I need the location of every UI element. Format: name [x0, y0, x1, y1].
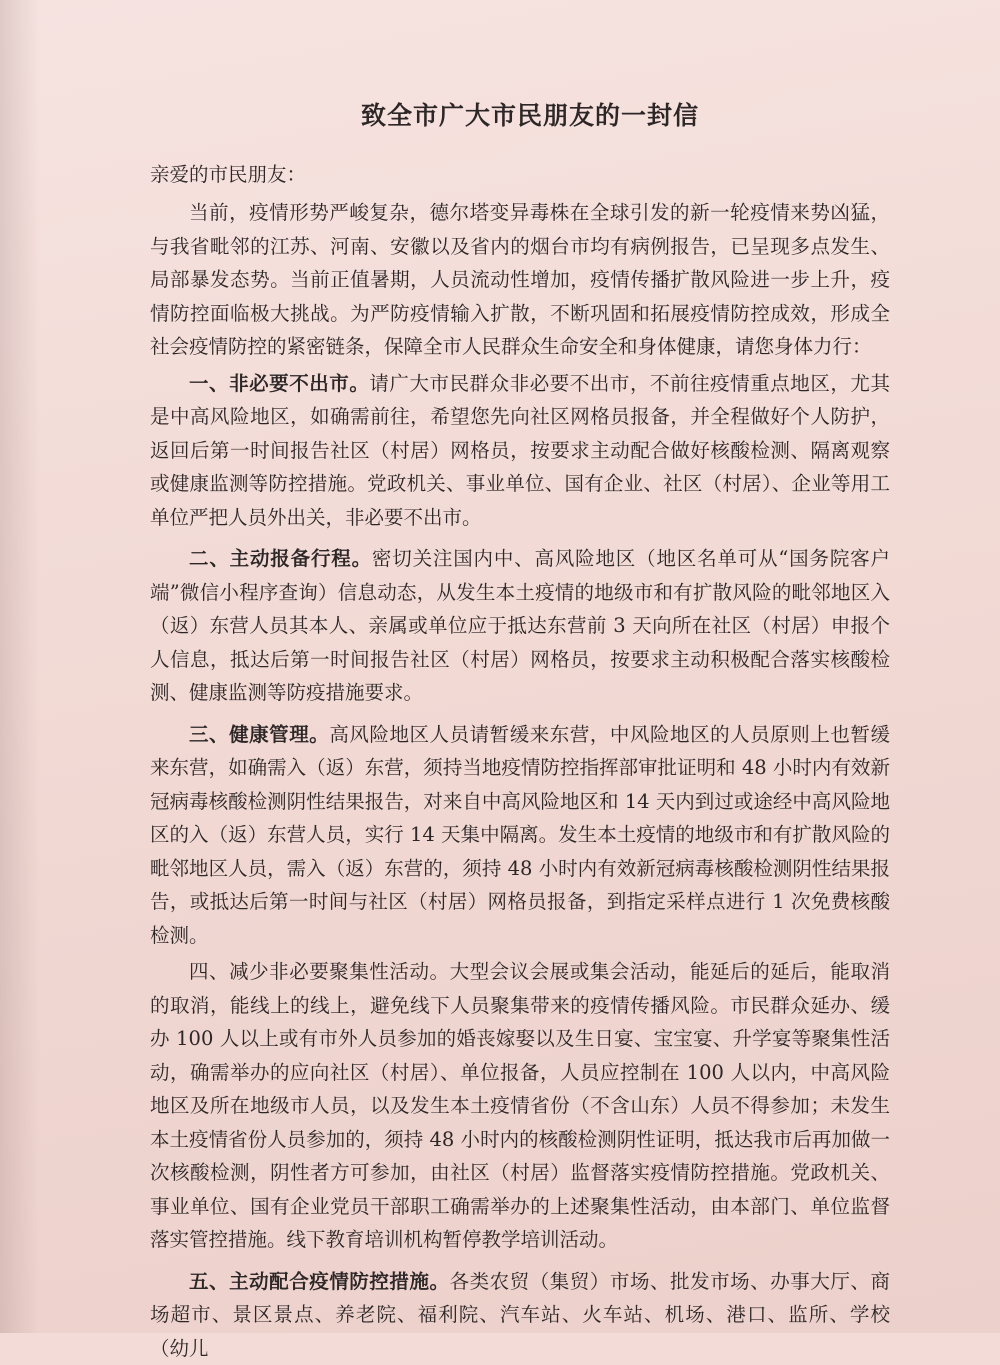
- letter-greeting: 亲爱的市民朋友：: [150, 158, 890, 192]
- section-2-heading: 二、主动报备行程。: [189, 547, 372, 570]
- section-5-heading: 五、主动配合疫情防控措施。: [189, 1270, 450, 1293]
- section-5-body: 各类农贸（集贸）市场、批发市场、办事大厅、商场超市、景区景点、养老院、福利院、汽车站、火车站、机场、港口、监所、学校（幼儿: [150, 1270, 890, 1360]
- section-3: [150, 718, 890, 953]
- section-2-body: 密切关注国内中、高风险地区（地区名单可从“国务院客户端”微信小程序查询）信息动态，从发生本土疫情的地级市和有扩散风险的毗邻地区入（返）东营人员其本人、亲属或单位应于抵达东营前 3 天向所在社区（村居）申报个人信息，抵达后第一时间报告社区（村居）网格员，按要求主动积极配合落实核酸检测、健康监测等防疫措施要求。: [150, 547, 890, 704]
- section-1-body: 请广大市民群众非必要不出市，不前往疫情重点地区，尤其是中高风险地区，如确需前往，希望您先向社区网格员报备，并全程做好个人防护，返回后第一时间报告社区（村居）网格员，按要求主动配合做好核酸检测、隔离观察或健康监测等防控措施。党政机关、事业单位、国有企业、社区（村居）、企业等用工单位严把人员外出关，非必要不出市。: [150, 372, 890, 529]
- section-2: [150, 542, 890, 710]
- section-3-heading: 三、健康管理。: [189, 723, 329, 746]
- section-4: [150, 955, 890, 1257]
- section-4-body: 四、减少非必要聚集性活动。大型会议会展或集会活动，能延后的延后，能取消的取消，能线上的线上，避免线下人员聚集带来的疫情传播风险。市民群众延办、缓办 100 人以上或有市外人员参加的婚丧嫁娶以及生日宴、宝宝宴、升学宴等聚集性活动，确需举办的应向社区（村居）、单位报备，人员应控制在 100 人以内，中高风险地区及所在地级市人员，以及发生本土疫情省份（不含山东）人员不得参加；未发生本土疫情省份人员参加的，须持 48 小时内的核酸检测阴性证明，抵达我市后再加做一次核酸检测，阴性者方可参加，由社区（村居）监督落实疫情防控措施。党政机关、事业单位、国有企业党员干部职工确需举办的上述聚集性活动，由本部门、单位监督落实管控措施。线下教育培训机构暂停教学培训活动。: [150, 960, 890, 1251]
- section-5: [150, 1265, 890, 1365]
- section-3-body: 高风险地区人员请暂缓来东营，中风险地区的人员原则上也暂缓来东营，如确需入（返）东营，须持当地疫情防控指挥部审批证明和 48 小时内有效新冠病毒核酸检测阴性结果报告，对来自中高风险地区和 14 天内到过或途经中高风险地区的入（返）东营人员，实行 14 天集中隔离。发生本土疫情的地级市和有扩散风险的毗邻地区人员，需入（返）东营的，须持 48 小时内有效新冠病毒核酸检测阴性结果报告，或抵达后第一时间与社区（村居）网格员报备，到指定采样点进行 1 次免费核酸检测。: [150, 723, 890, 947]
- section-1-heading: 一、非必要不出市。: [189, 372, 369, 395]
- letter-title: 致全市广大市民朋友的一封信: [150, 96, 890, 132]
- page-edge-shadow: [0, 0, 40, 1333]
- intro-paragraph: 当前，疫情形势严峻复杂，德尔塔变异毒株在全球引发的新一轮疫情来势凶猛，与我省毗邻的江苏、河南、安徽以及省内的烟台市均有病例报告，已呈现多点发生、局部暴发态势。当前正值暑期，人员流动性增加，疫情传播扩散风险进一步上升，疫情防控面临极大挑战。为严防疫情输入扩散，不断巩固和拓展疫情防控成效，形成全社会疫情防控的紧密链条，保障全市人民群众生命安全和身体健康，请您身体力行：: [150, 196, 890, 364]
- section-1: [150, 367, 890, 535]
